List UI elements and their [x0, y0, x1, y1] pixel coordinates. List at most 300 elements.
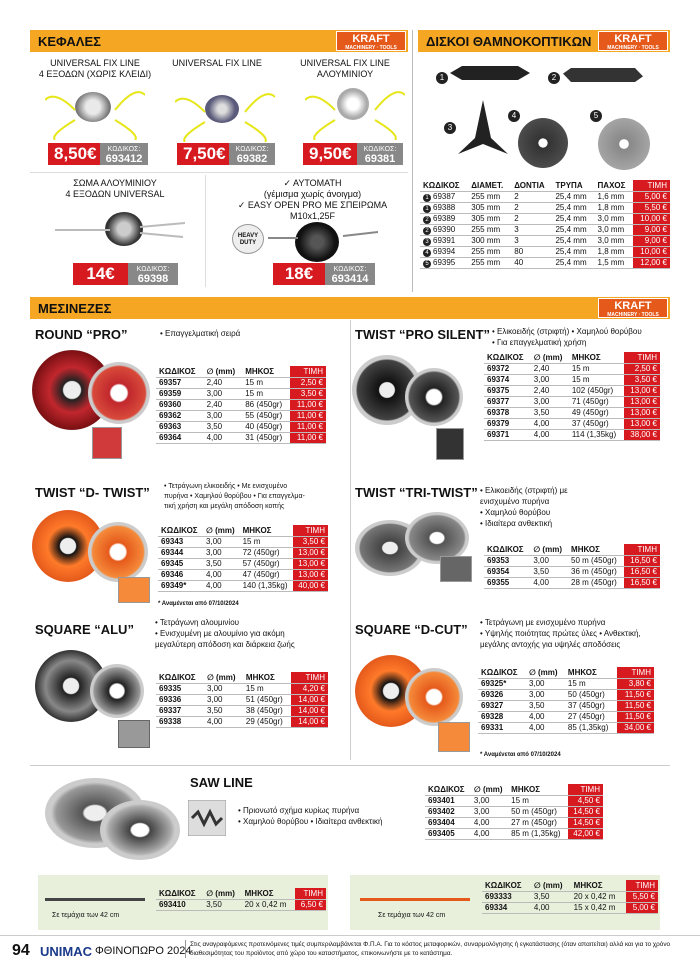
price-tag: 18€: [273, 263, 325, 285]
tritwist-table: [484, 544, 660, 589]
section-divider: [350, 320, 351, 760]
section-divider: [412, 30, 413, 292]
table-cell: 13,00 €: [624, 396, 660, 407]
table-cell: 13,00 €: [624, 385, 660, 396]
table-cell: 11,00 €: [290, 399, 326, 410]
table-cell: 42,00 €: [568, 828, 603, 839]
table-cell: 4,00: [206, 717, 223, 726]
table-cell: 69336: [159, 695, 182, 704]
table-row: [478, 722, 654, 733]
table-row: [484, 363, 660, 374]
column-header: ΜΗΚΟΣ: [571, 352, 601, 362]
table-row: [156, 432, 326, 443]
column-header: ΤΙΜΗ: [290, 366, 326, 377]
table-cell: 2: [514, 192, 519, 201]
line-strands-image: [55, 215, 185, 245]
table-cell: 15 m: [571, 364, 590, 373]
table-cell: 114 (1,35kg): [571, 430, 617, 439]
table-cell: 27 m (450gr): [511, 818, 557, 827]
table-cell: 69349*: [161, 581, 187, 590]
blade-2tooth-image: [450, 66, 530, 80]
column-header: ΚΩΔΙΚΟΣ: [481, 667, 518, 677]
table-row: [482, 891, 658, 902]
table-header: [156, 672, 328, 683]
dcut-bullets: • Τετράγωνη με ενισχυμένο πυρήνα • Υψηλής ποιότητας πρώτες ύλες • Ανθεκτική, μεγάλης αντοχής για υψηλές αποδόσεις: [480, 618, 641, 649]
code-tag: ΚΩΔΙΚΟΣ: 693412: [100, 143, 148, 165]
disc-number-icon: 2: [423, 227, 431, 235]
table-cell: 57 (450gr): [242, 559, 280, 568]
dtwist-bullets: • Τετράγωνη ελικοειδής • Με ενισχυμένο πυρήνα • Χαμηλού θορύβου • Για επαγγελμα- τική χρήση και μεγάλη απόδοση κοπής: [164, 483, 305, 510]
table-cell: 3: [514, 236, 519, 245]
table-cell: 16,50 €: [624, 577, 660, 588]
table-cell: 4,00: [473, 829, 490, 838]
table-cell: 3,0 mm: [597, 214, 625, 223]
diskoi-title: ΔΙΣΚΟΙ ΘΑΜΝΟΚΟΠΤΙΚΩΝ: [426, 33, 592, 49]
table-cell: 80: [514, 247, 524, 256]
table-cell: 69357: [159, 378, 182, 387]
table-cell: 1,8 mm: [597, 247, 625, 256]
column-header: ΚΩΔΙΚΟΣ: [487, 544, 524, 554]
availability-note: * Αναμένεται από 07/10/2024: [480, 752, 561, 758]
column-header: ΤΙΜΗ: [624, 544, 660, 555]
table-row: [425, 828, 603, 839]
table-cell: 69326: [481, 690, 504, 699]
heavy-duty-badge: HEAVY DUTY: [232, 224, 264, 254]
footer: [0, 935, 700, 973]
table-row: [156, 377, 326, 388]
kraft-logo: KRAFT MACHINERY · TOOLS: [598, 298, 668, 318]
table-cell: 15 m: [245, 378, 264, 387]
saw-bullets: • Πριονωτό σχήμα κυρίως πυρήνα • Χαμηλού θορύβου • Ιδιαίτερα ανθεκτική: [238, 806, 383, 826]
table-row: [484, 396, 660, 407]
table-row: [420, 235, 670, 246]
table-cell: 9,00 €: [633, 224, 670, 235]
table-cell: 12,00 €: [633, 257, 670, 268]
table-cell: 3,50: [533, 408, 550, 417]
table-cell: 69338: [159, 717, 182, 726]
table-cell: 2,40: [533, 364, 550, 373]
code-cell: 69394: [433, 246, 456, 256]
table-cell: 10,00 €: [633, 213, 670, 224]
table-row: [158, 569, 328, 580]
table-cell: 50 m (450gr): [571, 556, 617, 565]
page-number: 94: [12, 942, 30, 959]
blade-40tooth-image: [598, 118, 650, 170]
table-cell: 693401: [428, 796, 455, 805]
table-header: [156, 366, 326, 377]
table-cell: 4,00: [533, 578, 549, 587]
table-cell: 2: [514, 203, 519, 212]
table-cell: 102 (450gr): [571, 386, 614, 395]
table-row: [482, 902, 658, 913]
code-cell: 69390: [433, 224, 456, 234]
line-stick-image: [360, 898, 470, 901]
table-cell: 6,50 €: [295, 899, 326, 910]
section-divider: [30, 172, 408, 173]
disc-number-icon: 1: [423, 205, 431, 213]
column-header: ΤΙΜΗ: [568, 784, 603, 795]
table-cell: 69344: [161, 548, 184, 557]
table-row: [484, 407, 660, 418]
silent-spool-image: [405, 368, 463, 426]
column-header: ∅ (mm): [206, 366, 236, 376]
mesinezes-title: ΜΕΣΙΝΕΖΕΣ: [38, 300, 112, 316]
table-cell: 3,00: [473, 796, 490, 805]
column-header: ΤΙΜΗ: [624, 352, 660, 363]
table-header: [156, 888, 326, 899]
table-cell: 3,00: [206, 684, 223, 693]
code-cell: 69391: [433, 235, 456, 245]
table-row: [420, 213, 670, 224]
table-cell: 3,50: [206, 706, 223, 715]
table-cell: 14,00 €: [291, 694, 328, 705]
table-cell: 40,00 €: [293, 580, 328, 591]
round-spool-image: [88, 362, 150, 424]
alu-title: SQUARE “ALU”: [35, 622, 134, 637]
table-cell: 3: [514, 225, 519, 234]
table-row: [484, 577, 660, 588]
dcut-spool-image: [405, 668, 463, 726]
table-cell: 4,50 €: [568, 795, 603, 806]
table-cell: 49 (450gr): [571, 408, 609, 417]
table-row: [478, 711, 654, 722]
column-header: ΚΩΔΙΚΟΣ: [487, 352, 524, 362]
season-label: ΦΘΙΝΟΠΩΡΟ 2024: [95, 945, 192, 957]
table-cell: 69372: [487, 364, 510, 373]
table-cell: 4,00: [528, 712, 545, 721]
table-cell: 3,00: [533, 375, 550, 384]
table-cell: 69334: [485, 903, 508, 912]
table-row: [484, 555, 660, 566]
table-cell: 69335: [159, 684, 182, 693]
table-cell: 13,00 €: [293, 569, 328, 580]
table-cell: 69377: [487, 397, 510, 406]
price-tag: 8,50€: [48, 143, 100, 165]
column-header: ΜΗΚΟΣ: [244, 888, 274, 898]
disc-number-icon: 4: [423, 249, 431, 257]
table-cell: 69360: [159, 400, 182, 409]
dtwist-title: TWIST “D- TWIST”: [35, 485, 150, 500]
table-cell: 86 (450gr): [245, 400, 283, 409]
table-cell: 69375: [487, 386, 510, 395]
table-cell: 2,40: [206, 400, 223, 409]
table-row: [478, 689, 654, 700]
table-row: [484, 566, 660, 577]
table-row: [420, 191, 670, 202]
code-cell: [420, 191, 468, 202]
table-cell: 13,00 €: [624, 418, 660, 429]
table-cell: 3,00: [533, 397, 550, 406]
table-cell: 3,0 mm: [597, 225, 625, 234]
table-cell: 72 (450gr): [242, 548, 280, 557]
table-cell: 15 m: [242, 537, 261, 546]
column-header: ∅ (mm): [473, 784, 503, 794]
table-row: [484, 418, 660, 429]
column-header: ΜΗΚΟΣ: [567, 667, 597, 677]
table-cell: 4,00: [206, 581, 222, 590]
table-cell: 69378: [487, 408, 510, 417]
table-cell: 15 x 0,42 m: [573, 903, 616, 912]
table-cell: 69331: [481, 723, 504, 732]
table-cell: 3,00: [206, 389, 223, 398]
alu-bullets: • Τετράγωνη αλουμινίου • Ενισχυμένη με αλουμίνιο για ακόμη μεγαλύτερη απόδοση και διάρκεια ζωής: [155, 618, 295, 649]
table-row: [156, 694, 328, 705]
line-sample-image: [92, 427, 122, 459]
dtwist-table: [158, 525, 328, 592]
tritwist-bullets: • Ελικοειδής (στριφτή) με ενισχυμένο πυρήνα • Χαμηλού θορύβου • Ιδιαίτερα ανθεκτική: [480, 486, 568, 528]
kefales-title: ΚΕΦΑΛΕΣ: [38, 33, 101, 49]
table-cell: 2,40: [533, 386, 550, 395]
table-cell: 25,4 mm: [555, 192, 587, 201]
table-row: [156, 716, 328, 727]
column-header: ΜΗΚΟΣ: [245, 672, 275, 682]
product-title: UNIVERSAL FIX LINE: [172, 58, 262, 68]
table-row: [478, 678, 654, 689]
column-header: ΤΙΜΗ: [291, 672, 328, 683]
table-cell: 4,00: [206, 433, 223, 442]
column-header: ∅ (mm): [206, 525, 235, 535]
code-tag: ΚΩΔΙΚΟΣ: 69398: [128, 263, 178, 285]
column-header: ΜΗΚΟΣ: [511, 784, 541, 794]
table-cell: 25,4 mm: [555, 214, 587, 223]
line-sample-image: [118, 720, 150, 748]
table-cell: 69325*: [481, 679, 507, 688]
table-cell: 69359: [159, 389, 182, 398]
table-cell: 15 m: [245, 684, 264, 693]
saw-table: [425, 784, 603, 840]
table-cell: 3,00: [473, 807, 490, 816]
table-cell: 15 m: [245, 389, 264, 398]
table-cell: 3,00: [206, 537, 222, 546]
table-cell: 69327: [481, 701, 504, 710]
table-cell: 40 (450gr): [245, 422, 283, 431]
table-cell: 3,0 mm: [597, 236, 625, 245]
column-header: ∅ (mm): [206, 888, 235, 898]
table-cell: 51 (450gr): [245, 695, 283, 704]
table-cell: 20 x 0,42 m: [573, 892, 616, 901]
code-cell: [420, 235, 468, 246]
table-cell: 255 mm: [471, 258, 501, 267]
table-cell: 2,40: [206, 378, 223, 387]
table-cell: 3,50: [528, 701, 545, 710]
column-header: ΜΗΚΟΣ: [573, 880, 603, 890]
column-header: ∅ (mm): [533, 352, 563, 362]
column-header: ∅ (mm): [206, 672, 236, 682]
table-cell: 9,00 €: [633, 235, 670, 246]
silent-bullets: • Ελικοειδής (στριφτή) • Χαμηλού θορύβου • Για επαγγελματική χρήση: [492, 327, 642, 347]
table-cell: 11,50 €: [617, 700, 654, 711]
table-row: [484, 429, 660, 440]
table-cell: 300 mm: [471, 236, 501, 245]
table-cell: 5,50 €: [626, 891, 658, 902]
sticks-caption: Σε τεμάχια των 42 cm: [52, 912, 120, 919]
disc-number: 5: [590, 110, 602, 122]
column-header: ΚΩΔΙΚΟΣ: [428, 784, 465, 794]
table-cell: 40: [514, 258, 524, 267]
blade-2tooth-image: [563, 68, 643, 82]
disc-number-icon: 1: [423, 194, 431, 202]
table-row: [158, 536, 328, 547]
table-cell: 255 mm: [471, 192, 501, 201]
table-row: [484, 385, 660, 396]
table-cell: 3,50 €: [290, 388, 326, 399]
round-bullets: • Επαγγελματική σειρά: [160, 329, 241, 338]
table-row: [156, 899, 326, 910]
table-cell: 69379: [487, 419, 510, 428]
code-cell: 69395: [433, 257, 456, 267]
column-header: ΤΙΜΗ: [617, 667, 654, 678]
table-row: [158, 580, 328, 591]
table-cell: 37 (450gr): [567, 701, 605, 710]
availability-note: * Αναμένεται από 07/10/2024: [158, 601, 239, 607]
table-cell: 11,50 €: [617, 711, 654, 722]
price-tag: 9,50€: [303, 143, 357, 165]
table-cell: 25,4 mm: [555, 225, 587, 234]
table-cell: 3,50: [206, 559, 222, 568]
table-cell: 69346: [161, 570, 184, 579]
table-cell: 3,00: [528, 679, 545, 688]
disc-number: 1: [436, 72, 448, 84]
price-tag: 7,50€: [177, 143, 229, 165]
table-row: [156, 683, 328, 694]
table-cell: 50 m (450gr): [511, 807, 557, 816]
saw-profile-image: [188, 800, 226, 836]
table-cell: 693404: [428, 818, 455, 827]
line-sample-image: [118, 577, 150, 603]
line-strands-image: [305, 80, 405, 140]
code-cell: [420, 202, 468, 213]
table-row: [420, 246, 670, 257]
table-cell: 4,00: [533, 903, 550, 912]
table-cell: 13,00 €: [624, 407, 660, 418]
table-cell: 693410: [159, 900, 186, 909]
table-cell: 140 (1,35kg): [242, 581, 288, 590]
table-cell: 3,50: [206, 422, 223, 431]
table-cell: 36 m (450gr): [571, 567, 617, 576]
sticks-table-1: [156, 888, 326, 911]
table-cell: 3,50: [206, 900, 222, 909]
table-cell: 11,00 €: [290, 432, 326, 443]
table-cell: 3,50: [533, 567, 549, 576]
table-cell: 25,4 mm: [555, 258, 587, 267]
table-cell: 29 (450gr): [245, 717, 283, 726]
table-row: [156, 705, 328, 716]
table-cell: 255 mm: [471, 247, 501, 256]
table-cell: 3,00: [206, 411, 223, 420]
table-cell: 1,5 mm: [597, 258, 625, 267]
table-header: [484, 544, 660, 555]
mesinezes-header: [30, 297, 670, 319]
table-cell: 4,00: [206, 570, 222, 579]
column-header: ΜΗΚΟΣ: [242, 525, 272, 535]
table-cell: 69362: [159, 411, 182, 420]
code-cell: [420, 246, 468, 257]
table-cell: 3,50 €: [293, 536, 328, 547]
line-strands-image: [268, 228, 378, 248]
table-row: [484, 374, 660, 385]
table-row: [156, 388, 326, 399]
table-cell: 69328: [481, 712, 504, 721]
table-cell: 69355: [487, 578, 510, 587]
column-header: ΤΙΜΗ: [626, 880, 658, 891]
disc-number: 3: [444, 122, 456, 134]
table-cell: 27 (450gr): [567, 712, 605, 721]
table-cell: 693405: [428, 829, 455, 838]
column-header: ∅ (mm): [533, 544, 562, 554]
line-strands-image: [45, 80, 145, 140]
table-cell: 14,50 €: [568, 806, 603, 817]
column-header: ΚΩΔΙΚΟΣ: [159, 672, 196, 682]
table-header: [158, 525, 328, 536]
table-cell: 69337: [159, 706, 182, 715]
product-title: ✓ ΑΥΤΟΜΑΤΗ (γέμισμα χωρίς άνοιγμα) ✓ EASY OPEN PRO ΜΕ ΣΠΕΙΡΩΜΑ M10x1,25F: [237, 178, 388, 221]
price-tag: 14€: [73, 263, 128, 285]
table-row: [425, 806, 603, 817]
column-header: ΚΩΔΙΚΟΣ: [161, 525, 198, 535]
table-row: [420, 202, 670, 213]
line-sample-image: [440, 556, 472, 582]
table-cell: 3,00: [206, 548, 222, 557]
table-cell: 38,00 €: [624, 429, 660, 440]
code-tag: ΚΩΔΙΚΟΣ: 69382: [229, 143, 275, 165]
table-row: [156, 410, 326, 421]
table-cell: 3,00: [533, 556, 549, 565]
alu-spool-image: [90, 664, 144, 718]
table-row: [158, 547, 328, 558]
table-cell: 4,00: [533, 419, 550, 428]
table-cell: 2,50 €: [290, 377, 326, 388]
table-cell: 4,00: [473, 818, 490, 827]
table-row: [420, 257, 670, 268]
disc-number: 4: [508, 110, 520, 122]
table-cell: 25,4 mm: [555, 236, 587, 245]
table-cell: 13,00 €: [293, 547, 328, 558]
section-divider: [205, 175, 206, 287]
column-header: ΜΗΚΟΣ: [571, 544, 600, 554]
table-cell: 693402: [428, 807, 455, 816]
disc-number-icon: 3: [423, 238, 431, 246]
table-cell: 37 (450gr): [571, 419, 609, 428]
table-cell: 2,50 €: [624, 363, 660, 374]
column-header: ∅ (mm): [533, 880, 563, 890]
kraft-logo: KRAFT MACHINERY · TOOLS: [598, 31, 668, 51]
line-strands-image: [175, 82, 275, 142]
table-row: [425, 817, 603, 828]
table-cell: 13,00 €: [293, 558, 328, 569]
line-stick-image: [45, 898, 145, 901]
table-cell: 3,00: [528, 690, 545, 699]
code-cell: [420, 213, 468, 224]
blade-80tooth-image: [518, 118, 568, 168]
table-cell: 85 m (1,35kg): [511, 829, 561, 838]
table-cell: 55 (450gr): [245, 411, 283, 420]
table-cell: 69364: [159, 433, 182, 442]
table-cell: 16,50 €: [624, 566, 660, 577]
table-cell: 1,6 mm: [597, 192, 625, 201]
discs-table: ΚΩΔΙΚΟΣ ΔΙΑΜΕΤ. ΔΟΝΤΙΑ ΤΡΥΠΑ ΠΑΧΟΣ ΤΙΜΗ 1 69387 255 mm 2 25,4 mm 1,6 mm 5,00 € 1 69388 305 mm 2 25,4 mm 1,8 mm 5,50 € 2 69389 305 mm 2 25,4 mm 3,0 mm 10,00 € 2 69390 255 mm 3 25,4 mm 3,0 mm 9,00 € 3 69391 300 mm 3 25,4 mm 3,0 mm 9,00 € 4 69394 255 mm 80 25,4 mm 1,8 mm 10,00 € 5 69395 255 mm 40 25,4 mm 1,5 mm 12,00 €: [420, 180, 670, 269]
line-sample-image: [436, 428, 464, 460]
code-tag: ΚΩΔΙΚΟΣ: 693414: [325, 263, 375, 285]
table-cell: 5,00 €: [633, 191, 670, 202]
table-cell: 5,00 €: [626, 902, 658, 913]
table-cell: 2: [514, 214, 519, 223]
footer-disclaimer: Στις αναγραφόμενες προτεινόμενες τιμές συμπεριλαμβάνεται Φ.Π.Α. Για το κόστος μεταφορικών, συναρμολόγησης ή εγκατάστασης (όταν απαιτείται) αλλά και για το χρόνο διαθεσιμότητας του προϊόντος από χώρο του καταστήματος, επικοινωνήστε με το κατάστημα.: [185, 940, 690, 958]
table-cell: 71 (450gr): [571, 397, 609, 406]
table-cell: 10,00 €: [633, 246, 670, 257]
product-title: UNIVERSAL FIX LINE 4 ΕΞΟΔΩΝ (ΧΩΡΙΣ ΚΛΕΙΔΙ): [38, 58, 152, 79]
table-cell: 28 m (450gr): [571, 578, 617, 587]
silent-table: [484, 352, 660, 441]
